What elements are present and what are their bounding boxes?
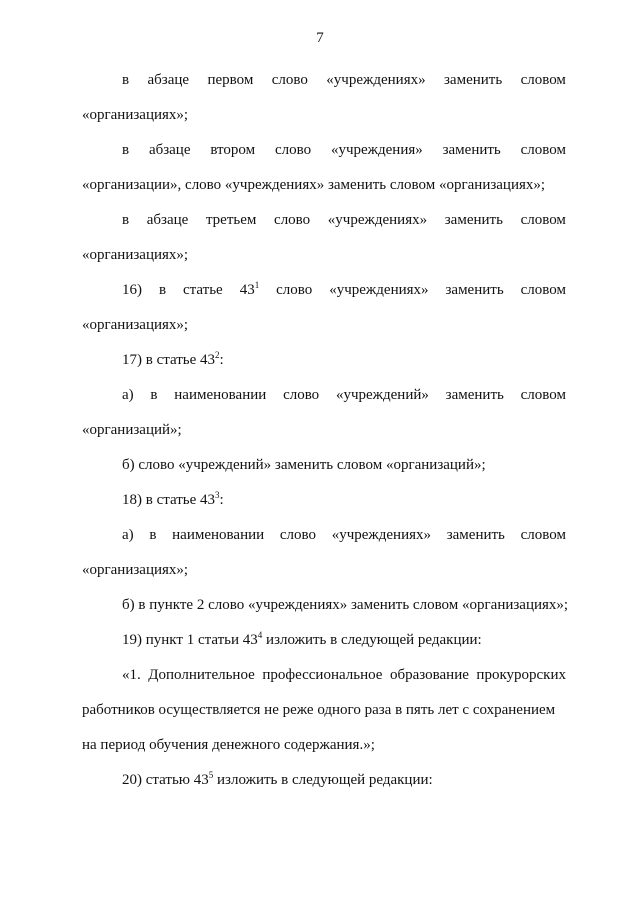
word: словом bbox=[520, 282, 566, 298]
word: слово bbox=[283, 387, 320, 403]
text-segment: 19) пункт 1 статьи 43 bbox=[122, 632, 258, 648]
word: в bbox=[149, 527, 157, 543]
word: слово bbox=[276, 282, 313, 298]
word: в bbox=[122, 142, 130, 158]
word: заменить bbox=[444, 72, 503, 88]
text-segment: 20) статью 43 bbox=[122, 772, 209, 788]
paragraph-line bbox=[122, 280, 566, 300]
word: абзаце bbox=[146, 212, 189, 228]
word: профессиональное bbox=[262, 667, 383, 683]
paragraph-line: «организации», слово «учреждениях» заменить словом «организациях»; bbox=[82, 177, 546, 193]
paragraph-line bbox=[122, 630, 566, 650]
word: заменить bbox=[442, 142, 501, 158]
paragraph-line: б) в пункте 2 слово «учреждениях» заменить словом «организациях»; bbox=[122, 597, 569, 613]
paragraph-line bbox=[122, 140, 566, 160]
paragraph-line bbox=[122, 70, 566, 90]
text-segment: изложить в следующей редакции: bbox=[213, 772, 433, 788]
article-superscript: 2 bbox=[215, 350, 220, 360]
word: словом bbox=[520, 72, 566, 88]
text-segment: : bbox=[219, 492, 224, 508]
word: «1. bbox=[122, 667, 141, 683]
word: Дополнительное bbox=[148, 667, 255, 683]
word: 16) bbox=[122, 282, 142, 298]
word: заменить bbox=[444, 212, 503, 228]
paragraph-line: «организациях»; bbox=[82, 562, 189, 578]
word: статье bbox=[183, 282, 223, 298]
paragraph-line: «организаций»; bbox=[82, 422, 182, 438]
word: «учреждений» bbox=[335, 387, 429, 403]
paragraph-line bbox=[122, 385, 566, 405]
word: «учреждениях» bbox=[326, 72, 426, 88]
article-superscript: 5 bbox=[208, 770, 214, 780]
text-segment: 18) в статье 43 bbox=[122, 492, 216, 508]
article-number: 43 bbox=[239, 282, 255, 298]
word: первом bbox=[207, 72, 254, 88]
word: «учреждениях» bbox=[329, 282, 429, 298]
word: в bbox=[122, 72, 130, 88]
word: слово bbox=[279, 527, 316, 543]
word: словом bbox=[520, 527, 566, 543]
word: «учреждениях» bbox=[327, 212, 428, 228]
word: наименовании bbox=[172, 527, 265, 543]
word: в bbox=[150, 387, 158, 403]
word: а) bbox=[122, 527, 134, 543]
paragraph-line bbox=[122, 665, 566, 685]
paragraph-line: «организациях»; bbox=[82, 107, 189, 123]
text-segment: изложить в следующей редакции: bbox=[262, 632, 482, 648]
word: слово bbox=[271, 72, 308, 88]
word: «учреждениях» bbox=[331, 527, 432, 543]
word: абзаце bbox=[147, 72, 190, 88]
word: заменить bbox=[446, 527, 505, 543]
paragraph-line bbox=[122, 770, 566, 790]
word: слово bbox=[274, 212, 311, 228]
word: в bbox=[158, 282, 167, 298]
article-superscript: 1 bbox=[254, 280, 260, 290]
word: слово bbox=[274, 142, 312, 158]
paragraph-line: б) слово «учреждений» заменить словом «организаций»; bbox=[122, 457, 486, 473]
word: образование bbox=[390, 667, 469, 683]
paragraph-line bbox=[122, 350, 566, 370]
text-segment: : bbox=[219, 352, 224, 368]
word: третьем bbox=[205, 212, 257, 228]
word: словом bbox=[520, 387, 566, 403]
paragraph-line: «организациях»; bbox=[82, 317, 189, 333]
word: а) bbox=[122, 387, 134, 403]
word: словом bbox=[520, 212, 566, 228]
word: наименовании bbox=[174, 387, 267, 403]
word: втором bbox=[210, 142, 256, 158]
word: заменить bbox=[445, 282, 504, 298]
word: «учреждения» bbox=[330, 142, 423, 158]
word: словом bbox=[520, 142, 566, 158]
text-segment: 17) в статье 43 bbox=[122, 352, 216, 368]
paragraph-line: работников осуществляется не реже одного раза в пять лет с сохранением bbox=[82, 702, 556, 718]
article-superscript: 3 bbox=[215, 490, 220, 500]
paragraph-line bbox=[122, 210, 566, 230]
paragraph-line: «организациях»; bbox=[82, 247, 189, 263]
page-number: 7 bbox=[316, 30, 324, 46]
paragraph-line: на период обучения денежного содержания.»; bbox=[82, 737, 375, 753]
paragraph-line bbox=[122, 525, 566, 545]
article-superscript: 4 bbox=[257, 630, 263, 640]
word: прокурорских bbox=[476, 667, 566, 683]
word: в bbox=[122, 212, 130, 228]
paragraph-line bbox=[122, 490, 566, 510]
article-ref bbox=[240, 280, 260, 300]
word: заменить bbox=[445, 387, 504, 403]
word: абзаце bbox=[148, 142, 191, 158]
